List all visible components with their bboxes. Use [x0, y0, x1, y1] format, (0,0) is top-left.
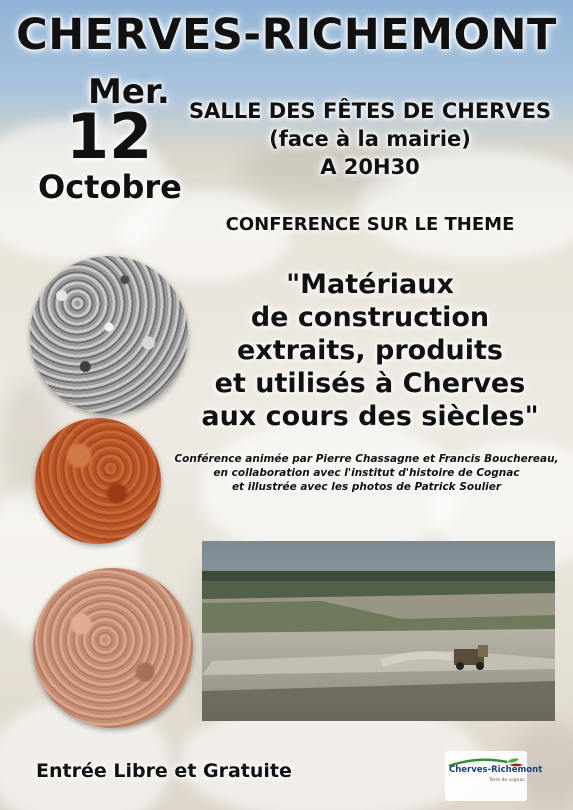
red-clay-image	[35, 418, 161, 544]
lecture-title-line: "Matériaux	[286, 269, 454, 300]
credits	[160, 452, 573, 494]
logo-name: Cherves-Richemont	[449, 765, 543, 775]
lecture-title-line: aux cours des siècles"	[201, 401, 539, 432]
gravel-image	[30, 256, 188, 414]
poster-title: CHERVES-RICHEMONT	[16, 10, 557, 60]
credits-line: et illustrée avec les photos de Patrick Soulier	[231, 481, 502, 493]
venue-name: SALLE DES FÊTES DE CHERVES	[188, 99, 552, 123]
theme-intro: CONFERENCE SUR LE THEME	[225, 214, 515, 235]
lecture-title-line: extraits, produits	[236, 335, 504, 366]
event-time: A 20H30	[320, 155, 420, 179]
lecture-title	[170, 268, 570, 433]
venue-block	[180, 97, 560, 181]
sand-image	[33, 568, 193, 728]
date-number: 12	[66, 100, 153, 173]
date-month: Octobre	[38, 168, 182, 206]
lecture-title-line: et utilisés à Cherves	[214, 368, 526, 399]
lecture-title-line: de construction	[250, 302, 490, 333]
credits-line: Conférence animée par Pierre Chassagne et Francis Bouchereau,	[174, 453, 559, 465]
cherves-richemont-logo	[445, 751, 543, 801]
venue-location: (face à la mairie)	[269, 127, 471, 151]
logo-tagline: Terre de cognac	[489, 778, 525, 783]
credits-line: en collaboration avec l'institut d'histoire de Cognac	[213, 467, 520, 479]
quarry-photo	[202, 541, 555, 721]
entry-info: Entrée Libre et Gratuite	[36, 760, 292, 782]
date-day: Mer.	[88, 72, 170, 112]
